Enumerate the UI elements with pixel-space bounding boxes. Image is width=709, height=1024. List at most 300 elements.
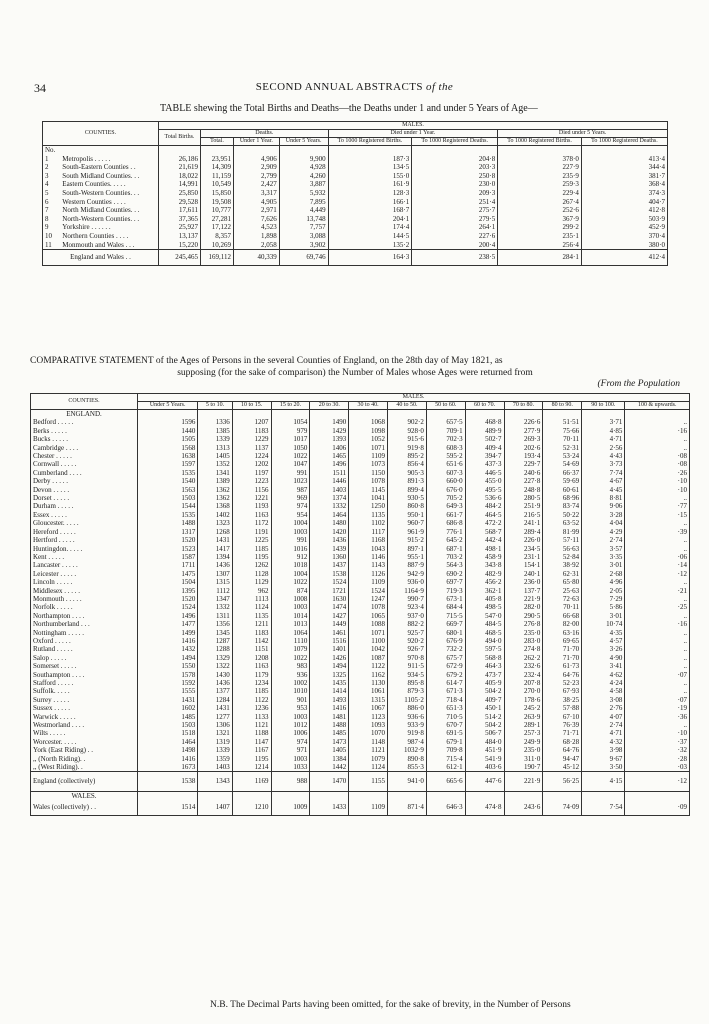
table2-county-name: ,, (West Riding). . xyxy=(31,763,138,772)
table2-cell: 202·6 xyxy=(504,444,543,452)
table2-cell: .. xyxy=(625,435,690,443)
table2-cell: 446·5 xyxy=(465,469,504,477)
table-row xyxy=(31,595,690,603)
table-row xyxy=(31,486,690,494)
table2-spacer xyxy=(625,791,690,800)
table2-county-name: Cambridge . . . . xyxy=(31,444,138,452)
table2-cell: 564·3 xyxy=(426,561,465,569)
table2-wales-total-cell: 74·09 xyxy=(543,800,582,815)
table2-cell: 4·32 xyxy=(582,738,625,746)
table2-county-name: Dorset . . . . . xyxy=(31,494,138,502)
table2-cell: 409·7 xyxy=(465,696,504,704)
table2-cell: 928·0 xyxy=(388,427,427,435)
table2-cell: 971 xyxy=(271,746,310,754)
table2-age-header: 15 to 20. xyxy=(271,402,310,410)
table2-cell: 930·5 xyxy=(388,494,427,502)
table2-cell: 1329 xyxy=(198,654,232,662)
table2-county-name: Huntingdon. . . . . xyxy=(31,545,138,553)
table1-cell: 13,137 xyxy=(159,232,201,241)
table2-cell: .. xyxy=(625,519,690,527)
table1-total-cell: 69,746 xyxy=(279,250,328,266)
table2-cell: 245·2 xyxy=(504,704,543,712)
table2-cell: 489·9 xyxy=(465,427,504,435)
table2-cell: 1313 xyxy=(198,444,232,452)
table2-cell: 1405 xyxy=(310,746,349,754)
table1-subheader: To 1000 Registered Births. xyxy=(498,138,582,146)
table2-cell: 953 xyxy=(271,704,310,712)
table2-cell: 1146 xyxy=(349,553,388,561)
table2-cell: 1164·9 xyxy=(388,587,427,595)
table2-county-name: Rutland . . . . . xyxy=(31,645,138,653)
table2-county-name: Cornwall . . . . . xyxy=(31,460,138,468)
table2-cell: 1110 xyxy=(271,637,310,645)
table2-cell: 1449 xyxy=(310,620,349,628)
table1-cell: 252·6 xyxy=(498,206,582,215)
table2-cell: 67·93 xyxy=(543,687,582,695)
table2-cell: 936 xyxy=(271,671,310,679)
table2-cell: .. xyxy=(625,595,690,603)
table2-cell: 675·7 xyxy=(426,654,465,662)
table2-cell: 5·86 xyxy=(582,603,625,611)
table2-cell: 915·6 xyxy=(388,435,427,443)
table2-county-name: Derby . . . . . xyxy=(31,477,138,485)
table2-cell: 280·5 xyxy=(504,494,543,502)
table2-cell: .. xyxy=(625,418,690,426)
table2-county-name: ,, (North Riding). . xyxy=(31,755,138,763)
table2-county-name: Hereford . . . . . xyxy=(31,528,138,536)
table2-cell: 1578 xyxy=(138,671,198,679)
table2-cell: 568·8 xyxy=(465,654,504,662)
table2-county-name: Wilts . . . . . xyxy=(31,729,138,737)
table2-county-name: Cumberland . . . . xyxy=(31,469,138,477)
table-row xyxy=(31,418,690,426)
table-row xyxy=(31,469,690,477)
table2-cell: 1315 xyxy=(349,696,388,704)
table2-age-header: 100 & upwards. xyxy=(625,402,690,410)
table2-cell: 154·1 xyxy=(504,561,543,569)
table2-county-name: Suffolk. . . . . xyxy=(31,687,138,695)
table2-cell: 1124 xyxy=(349,763,388,772)
table2-cell: 276·8 xyxy=(504,620,543,628)
table1-caption-text: shewing the Total Births and Deaths—the Deaths under 1 and under 5 Years of Age— xyxy=(193,103,538,114)
table1-cell: 134·5 xyxy=(328,163,412,172)
table1-cell: 7,626 xyxy=(234,215,280,224)
table2-cell: 614·7 xyxy=(426,679,465,687)
table1-total-cell: 412·4 xyxy=(581,250,667,266)
table2-county-name: Sussex . . . . . xyxy=(31,704,138,712)
table2-cell: 1287 xyxy=(198,637,232,645)
table2-cell: 1010 xyxy=(271,687,310,695)
table2-county-name: Devon . . . . . xyxy=(31,486,138,494)
table2-cell: 2·74 xyxy=(582,536,625,544)
table2-cell: 66·37 xyxy=(543,469,582,477)
table2-wales-heading-label: WALES. xyxy=(31,791,138,800)
table2-cell: 405·9 xyxy=(465,679,504,687)
table2-cell: 83·74 xyxy=(543,502,582,510)
table2-cell: 1416 xyxy=(138,637,198,645)
table2-cell: 235·0 xyxy=(504,746,543,754)
table2-cell: 657·5 xyxy=(426,418,465,426)
table2-cell: 1123 xyxy=(349,713,388,721)
table2-cell: 920·2 xyxy=(388,637,427,645)
table2-cell: 4·04 xyxy=(582,519,625,527)
table2-cell: 1151 xyxy=(232,645,271,653)
table2-county-name: Surrey . . . . . xyxy=(31,696,138,704)
table1-total-births-header: Total Births. xyxy=(159,130,201,146)
table2-england-heading xyxy=(31,410,690,419)
table1-cell: 230·0 xyxy=(412,180,498,189)
table2-wales-total-cell: 243·6 xyxy=(504,800,543,815)
table2-cell: 1208 xyxy=(232,654,271,662)
table2-cell: ·77 xyxy=(625,502,690,510)
table2-cell: 874 xyxy=(271,587,310,595)
table2-cell: 1268 xyxy=(198,528,232,536)
table2-cell: 236·0 xyxy=(504,578,543,586)
table2-cell: 1003 xyxy=(271,755,310,763)
table-row xyxy=(43,155,668,164)
table2-cell: 343·8 xyxy=(465,561,504,569)
table2-cell: 1100 xyxy=(349,637,388,645)
table2-cell: 897·1 xyxy=(388,545,427,553)
table-row xyxy=(31,645,690,653)
table1-cell: 135·2 xyxy=(328,241,412,250)
table2-cell: 1319 xyxy=(198,738,232,746)
table2-county-name: Worcester. . . . . xyxy=(31,738,138,746)
table2-england-total-cell: 4·15 xyxy=(582,772,625,791)
table2-wales-total-cell: 1009 xyxy=(271,800,310,815)
table2-cell: 10·74 xyxy=(582,620,625,628)
table2-caption-line1: of the Ages of Persons in the several Counties of England, on the 28th day of May 1821, as xyxy=(155,356,503,366)
table2-cell: 961·9 xyxy=(388,528,427,536)
table2-cell: 1079 xyxy=(349,755,388,763)
table1-row-number: 1 xyxy=(43,155,61,164)
table2-cell: 1113 xyxy=(232,595,271,603)
table2-wales-total-cell: ·09 xyxy=(625,800,690,815)
table2-cell: 1403 xyxy=(198,763,232,772)
table1-cell: 200·4 xyxy=(412,241,498,250)
table-row xyxy=(31,553,690,561)
table2-cell: 1474 xyxy=(310,603,349,611)
table1-cell: 259·3 xyxy=(498,180,582,189)
table2-county-name: Northumberland . . . xyxy=(31,620,138,628)
table2-cell: 856·4 xyxy=(388,460,427,468)
table2-cell: 282·0 xyxy=(504,603,543,611)
table2-cell: 1377 xyxy=(198,687,232,695)
table2-wales-total-cell: 1433 xyxy=(310,800,349,815)
table2-england-total-cell: 1538 xyxy=(138,772,198,791)
table-row xyxy=(31,477,690,485)
table2-county-name: Hertford . . . . . xyxy=(31,536,138,544)
table2-cell: 289·1 xyxy=(504,721,543,729)
table2-cell: 1485 xyxy=(310,729,349,737)
table2-cell: 860·8 xyxy=(388,502,427,510)
table2-cell: 991 xyxy=(271,536,310,544)
table2-cell: 673·1 xyxy=(426,595,465,603)
table1-cell: 264·1 xyxy=(412,223,498,232)
footnote: N.B. The Decimal Parts having been omitted, for the sake of brevity, in the Number of Persons xyxy=(210,1000,571,1010)
table2-cell: 1124 xyxy=(232,603,271,611)
table-row xyxy=(31,637,690,645)
table1-spacer xyxy=(412,146,498,155)
table2-cell: 1225 xyxy=(232,536,271,544)
table2-cell: 1402 xyxy=(198,511,232,519)
table-row xyxy=(31,755,690,763)
table2-cell: 1168 xyxy=(349,536,388,544)
table2-cell: 1464 xyxy=(138,738,198,746)
table1-cell: 4,523 xyxy=(234,223,280,232)
table1-county-name: Eastern Counties. . . . . xyxy=(60,180,158,189)
table2-cell: 289·4 xyxy=(504,528,543,536)
table2-cell: 936·0 xyxy=(388,578,427,586)
table2-cell: 990·7 xyxy=(388,595,427,603)
table2-wales-total-name: Wales (collectively) . . xyxy=(31,800,138,815)
table2-cell: 1022 xyxy=(271,578,310,586)
table1-died1-group: Died under 1 Year. xyxy=(328,130,498,138)
table2-cell: 1555 xyxy=(138,687,198,695)
table2-cell: 4·90 xyxy=(582,654,625,662)
table2-cell: 911·5 xyxy=(388,662,427,670)
table2-cell: 1137 xyxy=(232,444,271,452)
table2-age-header: Under 5 Years. xyxy=(138,402,198,410)
table2-cell: 607·3 xyxy=(426,469,465,477)
table2-cell: 1416 xyxy=(310,704,349,712)
table1-cell: 17,611 xyxy=(159,206,201,215)
table2-cell: 1414 xyxy=(310,687,349,695)
table2-cell: ·14 xyxy=(625,561,690,569)
table2-cell: 1385 xyxy=(198,427,232,435)
table2-cell: 1403 xyxy=(310,486,349,494)
table2-cell: 891·3 xyxy=(388,477,427,485)
table2-cell: 1003 xyxy=(271,603,310,611)
table2-cell: 193·4 xyxy=(504,452,543,460)
table2-cell: 1012 xyxy=(271,721,310,729)
table2-england-total-cell: 1169 xyxy=(232,772,271,791)
table2-cell: 405·8 xyxy=(465,595,504,603)
table2-cell: 2·74 xyxy=(582,721,625,729)
table2-cell: ·28 xyxy=(625,755,690,763)
table1-cell: 13,748 xyxy=(279,215,328,224)
table2-cell: 514·2 xyxy=(465,713,504,721)
table2-cell: 974 xyxy=(271,738,310,746)
table2-cell: 1406 xyxy=(310,444,349,452)
table2-wales-total-cell: 1514 xyxy=(138,800,198,815)
table2-cell: 661·7 xyxy=(426,511,465,519)
table2-county-name: Northampton . . . . xyxy=(31,612,138,620)
table-row xyxy=(31,561,690,569)
table2-cell: 1481 xyxy=(310,713,349,721)
table1-cell: 256·4 xyxy=(498,241,582,250)
table2-cell: 1673 xyxy=(138,763,198,772)
table2-cell: 954 xyxy=(271,511,310,519)
table-row xyxy=(31,435,690,443)
table2-spacer xyxy=(232,791,271,800)
table2-cell: 979 xyxy=(271,427,310,435)
table2-cell: ·12 xyxy=(625,570,690,578)
table-row xyxy=(31,460,690,468)
table1-cell: 128·3 xyxy=(328,189,412,198)
table2-cell: 4·85 xyxy=(582,427,625,435)
table2-cell: 1592 xyxy=(138,679,198,687)
table2-cell: 506·7 xyxy=(465,729,504,737)
table1-row-number: 5 xyxy=(43,189,61,198)
table2-cell: 1018 xyxy=(271,561,310,569)
table2-cell: 38·92 xyxy=(543,561,582,569)
table2-cell: 1098 xyxy=(349,427,388,435)
table2-cell: 1587 xyxy=(138,553,198,561)
table2-cell: 709·8 xyxy=(426,746,465,754)
table-row xyxy=(31,620,690,628)
table1-total-cell: 169,112 xyxy=(200,250,233,266)
table1-cell: 229·4 xyxy=(498,189,582,198)
table2-cell: 1431 xyxy=(138,696,198,704)
table1-row-number: 4 xyxy=(43,180,61,189)
table2-caption-line3: (From the Population xyxy=(597,379,680,389)
table2-wales-total-cell: 7·54 xyxy=(582,800,625,815)
table2-cell: 66·68 xyxy=(543,612,582,620)
table1-cell: 367·9 xyxy=(498,215,582,224)
table1-cell: 161·9 xyxy=(328,180,412,189)
table1-county-name: Northern Counties . . . . xyxy=(60,232,158,241)
table2-cell: 4·43 xyxy=(582,452,625,460)
table2-cell: ·25 xyxy=(625,603,690,611)
table2-cell: 1067 xyxy=(349,704,388,712)
table2-cell: ·08 xyxy=(625,460,690,468)
table-row xyxy=(31,662,690,670)
table1-cell: 380·0 xyxy=(581,241,667,250)
table2-cell: 1247 xyxy=(349,595,388,603)
table2-cell: 1538 xyxy=(310,570,349,578)
table2-spacer xyxy=(232,410,271,419)
table2-cell: 232·6 xyxy=(504,662,543,670)
table1-cell: 1,898 xyxy=(234,232,280,241)
table2-cell: 1202 xyxy=(232,460,271,468)
table2-cell: 1480 xyxy=(310,519,349,527)
table2-wales-total-cell: 871·4 xyxy=(388,800,427,815)
table2-cell: 1516 xyxy=(310,637,349,645)
table1-cell: 155·0 xyxy=(328,172,412,181)
table2-spacer xyxy=(271,791,310,800)
table2-cell: 1167 xyxy=(232,746,271,754)
table-row xyxy=(31,763,690,772)
table2-cell: 1188 xyxy=(232,729,271,737)
table1-row-number: 9 xyxy=(43,223,61,232)
table2-county-name: Berks . . . . . xyxy=(31,427,138,435)
table1-row-number: 10 xyxy=(43,232,61,241)
table2-cell: 3·57 xyxy=(582,545,625,553)
table2-cell: 1368 xyxy=(198,502,232,510)
table1-cell: 204·8 xyxy=(412,155,498,164)
table2-cell: 1360 xyxy=(310,553,349,561)
table2-cell: 231·1 xyxy=(504,553,543,561)
table1-county-name: South-Western Counties. . . xyxy=(60,189,158,198)
table2-cell: 311·0 xyxy=(504,755,543,763)
table2-cell: 1207 xyxy=(232,418,271,426)
table1-spacer xyxy=(234,146,280,155)
table2-cell: 950·1 xyxy=(388,511,427,519)
table2-cell: 1234 xyxy=(232,679,271,687)
table2-cell: 1544 xyxy=(138,502,198,510)
table2-cell: 1427 xyxy=(310,612,349,620)
table2-cell: 1065 xyxy=(349,612,388,620)
table2-wales-total-cell: 1407 xyxy=(198,800,232,815)
table2-county-name: Salop . . . . . xyxy=(31,654,138,662)
table2-cell: ·10 xyxy=(625,477,690,485)
table2-cell: 1429 xyxy=(310,427,349,435)
table2-cell: 1162 xyxy=(349,671,388,679)
table2-cell: 1221 xyxy=(232,494,271,502)
table2-cell: 1022 xyxy=(271,452,310,460)
table2-cell: 1488 xyxy=(310,721,349,729)
table2-cell: 1503 xyxy=(138,721,198,729)
table2-cell: 72·63 xyxy=(543,595,582,603)
table2-cell: 241·1 xyxy=(504,519,543,527)
table-row xyxy=(31,704,690,712)
table2-cell: 484·5 xyxy=(465,620,504,628)
table2-cell: 1211 xyxy=(232,620,271,628)
table1-total-cell: 238·5 xyxy=(412,250,498,266)
table-row xyxy=(43,232,668,241)
table2-cell: 4·71 xyxy=(582,435,625,443)
table1-cell: 17,122 xyxy=(200,223,233,232)
table2-cell: 672·9 xyxy=(426,662,465,670)
table2-cell: ·15 xyxy=(625,511,690,519)
table2-county-name: Essex . . . . . xyxy=(31,511,138,519)
table2-cell: 1436 xyxy=(198,561,232,569)
table2-cell: 137·7 xyxy=(504,587,543,595)
table2-cell: 50·22 xyxy=(543,511,582,519)
table2-county-name: Lancaster . . . . . xyxy=(31,561,138,569)
table2-cell: 684·4 xyxy=(426,603,465,611)
table2-cell: 277·9 xyxy=(504,427,543,435)
table2-cell: 458·9 xyxy=(465,553,504,561)
table2-cell: 251·9 xyxy=(504,502,543,510)
table2-cell: 1126 xyxy=(349,570,388,578)
table2-cell: 1156 xyxy=(232,486,271,494)
table1-total-cell: 245,465 xyxy=(159,250,201,266)
table2-cell: 1163 xyxy=(232,662,271,670)
table2-cell: 70·11 xyxy=(543,603,582,611)
table1-cell: 404·7 xyxy=(581,198,667,207)
table2-wales-total-row xyxy=(31,800,690,815)
table1-cell: 11,159 xyxy=(200,172,233,181)
table2-county-name: Oxford . . . . . xyxy=(31,637,138,645)
table2-cell: 651·3 xyxy=(426,704,465,712)
table2-cell: 468·8 xyxy=(465,418,504,426)
table1-cell: 14,309 xyxy=(200,163,233,172)
table2-cell: 983 xyxy=(271,662,310,670)
table2-cell: 1122 xyxy=(232,696,271,704)
table2-cell: 1356 xyxy=(198,620,232,628)
table-row xyxy=(31,721,690,729)
table2-cell: 1121 xyxy=(349,746,388,754)
table2-spacer xyxy=(465,791,504,800)
table2-cell: 51·51 xyxy=(543,418,582,426)
table2-cell: 679·1 xyxy=(426,738,465,746)
table2-cell: 226·0 xyxy=(504,536,543,544)
table2-cell: 690·2 xyxy=(426,570,465,578)
table2-cell: 1061 xyxy=(349,687,388,695)
table1-row-number: 11 xyxy=(43,241,61,250)
table2-cell: 987·4 xyxy=(388,738,427,746)
table2-cell: 934·5 xyxy=(388,671,427,679)
table-row xyxy=(31,528,690,536)
table2-county-name: Gloucester. . . . . xyxy=(31,519,138,527)
table2-cell: 232·4 xyxy=(504,671,543,679)
table2-england-total-name: England (collectively) xyxy=(31,772,138,791)
table1-county-name: North-Western Counties. . . xyxy=(60,215,158,224)
table2-cell: 71·71 xyxy=(543,729,582,737)
table2-age-header: 40 to 50. xyxy=(388,402,427,410)
